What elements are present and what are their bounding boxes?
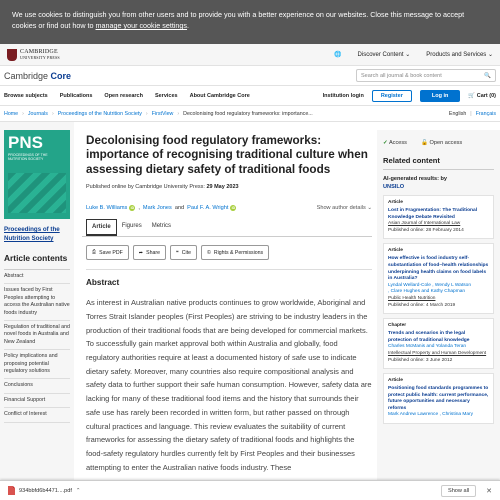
- table-of-contents: [4, 270, 70, 423]
- published-date: 29 May 2023: [206, 184, 239, 191]
- related-date: Published online: 4 March 2019: [388, 302, 456, 308]
- nav-browse-subjects[interactable]: Browse subjects: [4, 92, 48, 99]
- globe-icon: 🌐: [334, 52, 342, 58]
- related-authors[interactable]: Charles McManis and Yolanda Teran: [388, 344, 467, 350]
- toc-item-issues[interactable]: Issues faced by First Peoples attempting to access the Australian native foods industry: [4, 284, 70, 321]
- cart-icon: 🛒: [468, 92, 476, 99]
- related-title-link[interactable]: Lost in Fragmentation: The Traditional Knowledge Debate Revisited: [388, 208, 478, 220]
- related-type: Article: [388, 248, 403, 254]
- save-pdf-button[interactable]: ⎙ Save PDF: [86, 245, 129, 260]
- tab-article[interactable]: Article: [86, 219, 117, 236]
- nav-publications[interactable]: Publications: [59, 92, 93, 99]
- author-list: Luke B. Williams iD , Mark Jones and Paul F. A. Wright iD Show author details ⌄: [86, 205, 372, 212]
- related-type: Chapter: [388, 323, 407, 329]
- right-sidebar: [377, 130, 500, 500]
- article-tabs: [82, 219, 372, 237]
- chevron-down-icon: ⌄: [367, 205, 372, 212]
- core-logo-a: Cambridge: [4, 70, 49, 81]
- access-label: Access: [388, 140, 407, 146]
- download-filename: 934bbfd6b4471....pdf: [19, 487, 72, 494]
- downloads-bar: [0, 480, 500, 500]
- manage-cookies-link[interactable]: manage your cookie settings: [95, 21, 188, 30]
- download-item[interactable]: [8, 486, 81, 495]
- cup-topbar: [0, 44, 500, 66]
- lang-french[interactable]: Français: [475, 110, 496, 117]
- related-item: [383, 243, 494, 314]
- main-nav: [0, 86, 500, 106]
- cover-title: PNS: [8, 133, 43, 152]
- logo-line2: UNIVERSITY PRESS: [20, 54, 60, 60]
- show-author-details[interactable]: Show author details ⌄: [316, 205, 372, 212]
- breadcrumb-journal[interactable]: Proceedings of the Nutrition Society: [57, 110, 142, 117]
- related-item: [383, 318, 494, 369]
- search-input[interactable]: [356, 69, 496, 82]
- cover-art: [8, 173, 66, 213]
- cambridge-core-logo[interactable]: [4, 71, 71, 81]
- journal-cover[interactable]: [4, 130, 70, 219]
- breadcrumb-current: Decolonising food regulatory frameworks: importance...: [183, 110, 313, 117]
- cart-link[interactable]: [468, 93, 496, 99]
- nav-services[interactable]: Services: [154, 92, 178, 99]
- open-access-label: Open access: [429, 140, 463, 146]
- rights-permissions-button[interactable]: © Rights & Permissions: [201, 245, 269, 260]
- pdf-file-icon: [8, 486, 15, 495]
- toc-item-conclusions[interactable]: Conclusions: [4, 379, 70, 393]
- tab-metrics[interactable]: Metrics: [151, 223, 172, 230]
- cookie-banner: [0, 0, 500, 44]
- search-icon[interactable]: 🔍: [484, 72, 491, 79]
- orcid-icon[interactable]: iD: [130, 206, 135, 211]
- cart-label: Cart (0): [476, 92, 496, 99]
- published-line: [82, 184, 372, 190]
- crest-icon: [7, 49, 17, 61]
- breadcrumb-journals[interactable]: Journals: [27, 110, 48, 117]
- breadcrumb-home[interactable]: Home: [4, 110, 19, 117]
- toc-item-financial[interactable]: Financial Support: [4, 394, 70, 408]
- author-wright[interactable]: Paul F. A. Wright: [187, 205, 229, 212]
- copyright-icon: ©: [207, 249, 211, 256]
- abstract-heading: Abstract: [86, 278, 120, 288]
- toc-item-abstract[interactable]: Abstract: [4, 270, 70, 284]
- chevron-up-icon[interactable]: ⌃: [75, 487, 81, 494]
- related-book-link[interactable]: Intellectual Property and Human Development: [388, 350, 487, 356]
- related-journal-link[interactable]: Asian Journal of International Law: [388, 221, 461, 227]
- cookie-text: We use cookies to distinguish you from other users and to provide you with a better experience on our websites. Close this message to accept cookies or find out how to: [12, 10, 465, 30]
- published-prefix: Published online by Cambridge University Press:: [86, 184, 205, 191]
- ai-results-heading: AI-generated results: by UNSILO: [383, 176, 448, 190]
- cite-button[interactable]: ❝ Cite: [170, 245, 197, 260]
- related-journal-link[interactable]: Public Health Nutrition: [388, 295, 436, 301]
- toc-item-policy[interactable]: Policy implications and proposing potential regulatory solutions: [4, 350, 70, 379]
- left-sidebar: [0, 122, 74, 500]
- cookie-end: .: [187, 21, 190, 30]
- login-button[interactable]: Log in: [420, 90, 461, 102]
- abstract-text: As interest in Australian native products continues to grow worldwide, Aboriginal and Torres Strait Islander peoples (First Peoples) are striving to be industry leaders in the production of their traditional foods that are being developed for commercial markets. To successfully gain market approval both within Australia and globally, food regulatory authorities require at least a documented history of safe use to indicate dietary safety. Moreover, many countries also require compositional analysis and safety data to further support their safe human consumption. However, safety data are lacking for many of these traditional food items and the history that surrounds their safe use has rarely been recorded in written form, but rather passed on through cultural practices and language. This review evaluates the suitability of current frameworks for assessing the dietary safety of traditional foods and highlights the food-safety regulatory hurdles currently felt by First Peoples and their businesses attempting to enter the Australian native foods industry. These: [86, 298, 372, 472]
- related-type: Article: [388, 378, 403, 384]
- and-word: and: [174, 205, 185, 212]
- close-icon[interactable]: ✕: [486, 487, 492, 495]
- related-title-link[interactable]: Trends and scenarios in the legal protection of traditional knowledge: [388, 331, 470, 343]
- related-authors[interactable]: Mark Andrew Lawrence , Christina Mary: [388, 412, 474, 418]
- nav-open-research[interactable]: Open research: [104, 92, 143, 99]
- show-all-button[interactable]: Show all: [441, 485, 476, 497]
- products-services-menu[interactable]: Products and Services ⌄: [426, 51, 493, 58]
- core-logo-b: Core: [50, 70, 72, 81]
- breadcrumb-firstview[interactable]: FirstView: [151, 110, 174, 117]
- breadcrumb: Home › Journals › Proceedings of the Nutrition Society › FirstView › Decolonising food regulatory frameworks: importance... English | Français: [0, 106, 500, 122]
- related-type: Article: [388, 200, 403, 205]
- related-item: [383, 195, 494, 239]
- access-row: [383, 140, 494, 146]
- related-item: [383, 373, 494, 424]
- check-icon: ✓: [383, 140, 388, 146]
- author-jones[interactable]: Mark Jones: [142, 205, 172, 212]
- core-bar: [0, 66, 500, 86]
- nav-about[interactable]: About Cambridge Core: [189, 92, 250, 99]
- related-date: Published online: 3 June 2012: [388, 357, 453, 363]
- journal-link[interactable]: Proceedings of the Nutrition Society: [4, 226, 60, 242]
- author-williams[interactable]: Luke B. Williams: [86, 205, 128, 212]
- article-contents-heading: Article contents: [4, 253, 70, 270]
- related-date: Published online: 28 February 2014: [388, 227, 464, 233]
- related-authors[interactable]: Lyndal Wellard-Cole , Wendy L Watson: [388, 282, 472, 288]
- related-authors-cont[interactable]: , Clare Hughes and Kathy Chapman: [388, 289, 466, 295]
- article-actions: [82, 245, 372, 260]
- pdf-icon: ⎙: [92, 249, 97, 256]
- open-access-icon: 🔓: [420, 140, 428, 146]
- share-icon: ➦: [138, 249, 144, 256]
- share-button[interactable]: ➦ Share: [133, 245, 166, 260]
- search-placeholder: Search all journal & book content: [361, 72, 442, 79]
- cup-logo[interactable]: [7, 49, 60, 61]
- toc-item-regulation[interactable]: Regulation of traditional and novel foods in Australia and New Zealand: [4, 321, 70, 350]
- unsilo-link[interactable]: UNSILO: [383, 184, 405, 190]
- lang-english[interactable]: English: [448, 110, 467, 117]
- toc-item-conflict[interactable]: Conflict of Interest: [4, 408, 70, 422]
- related-content-heading: Related content: [383, 156, 494, 170]
- related-title-link[interactable]: How effective is food industry self-substantiation of food–health relationships underpinning health claims on food labels in Australia?: [388, 256, 489, 282]
- article-title: Decolonising food regulatory frameworks: importance of recognising traditional culture when assessing dietary safety of traditional foods: [86, 134, 368, 176]
- cover-subtitle: PROCEEDINGS OF THE NUTRITION SOCIETY: [8, 153, 48, 161]
- orcid-icon[interactable]: iD: [231, 206, 236, 211]
- quote-icon: ❝: [176, 249, 179, 256]
- abstract-section: [86, 269, 372, 474]
- tab-figures[interactable]: Figures: [121, 223, 142, 230]
- register-button[interactable]: Register: [372, 90, 412, 102]
- institution-login-link[interactable]: Institution login: [322, 92, 364, 99]
- discover-content-menu[interactable]: Discover Content ⌄: [358, 51, 411, 58]
- article-main: [82, 122, 372, 500]
- related-title-link[interactable]: Positioning food standards programmes to protect public health: current performance, future opportunities and necessary reforms: [388, 386, 489, 411]
- logo-line1: CAMBRIDGE: [20, 48, 58, 55]
